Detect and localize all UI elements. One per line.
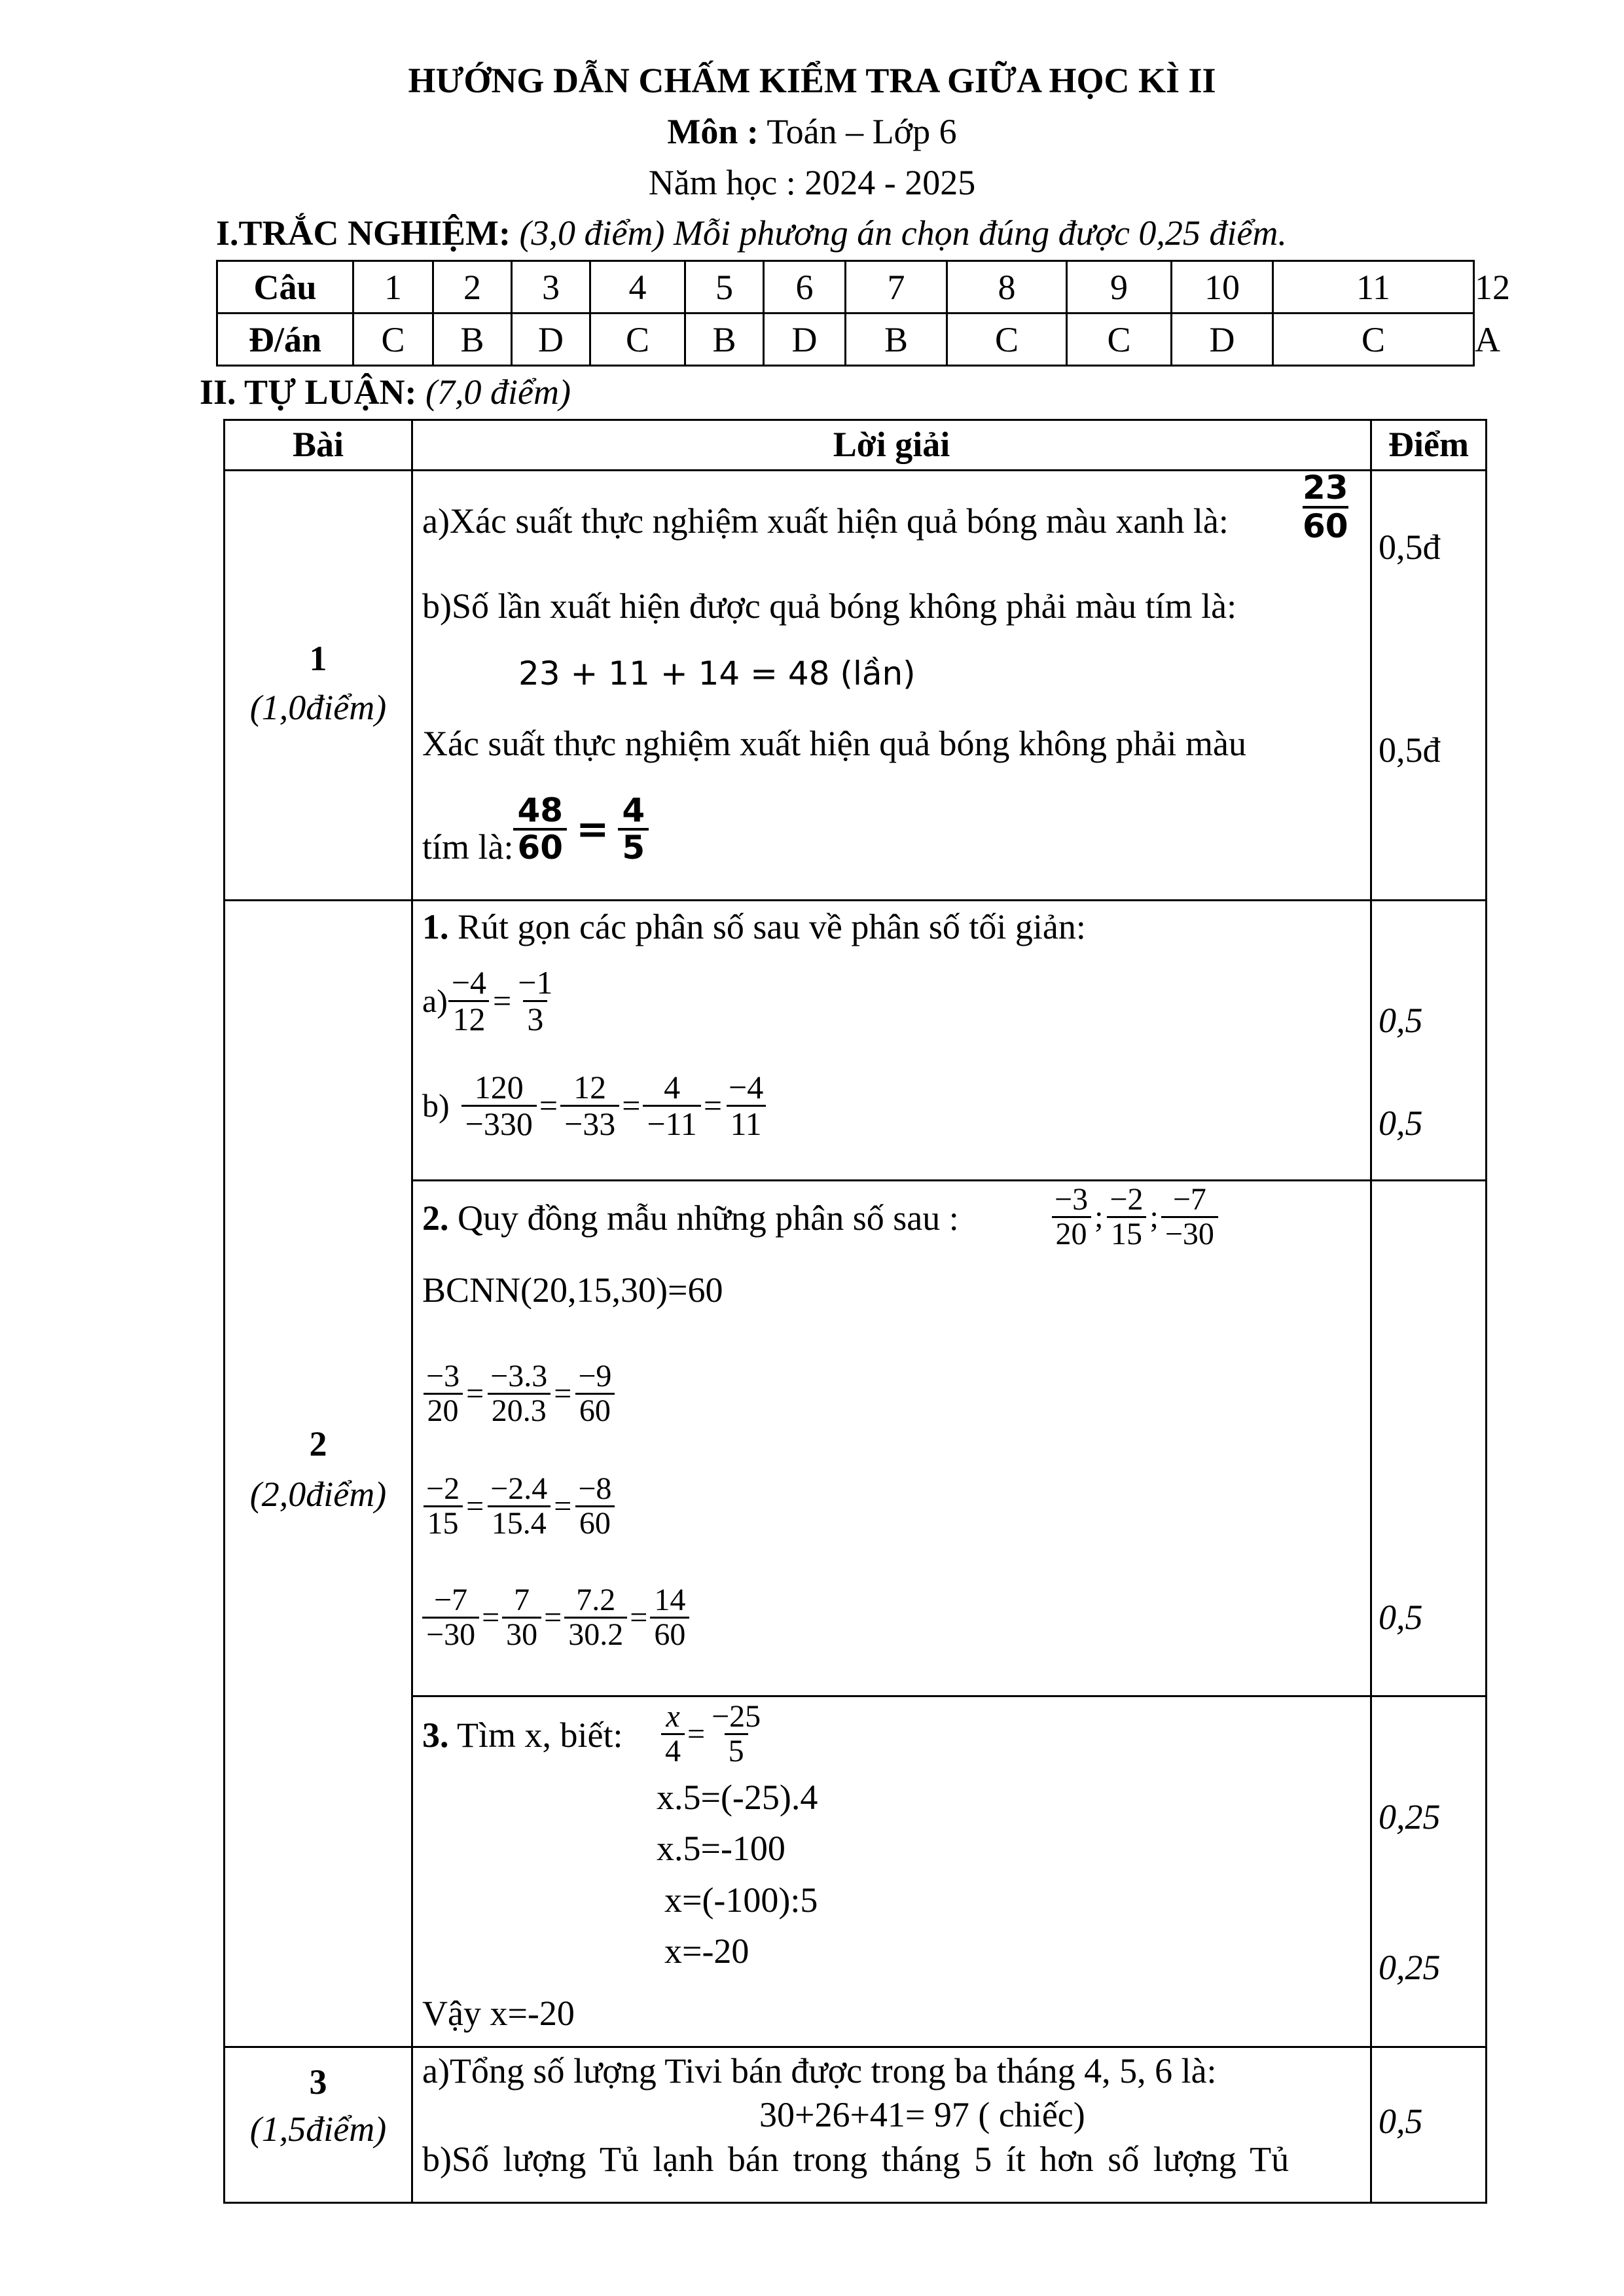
part1-note: (3,0 điểm) Mỗi phương án chọn đúng được 0,25 điểm. (519, 213, 1287, 253)
fraction-denominator: 5 (618, 828, 649, 865)
fraction-denominator: 30 (502, 1617, 541, 1651)
mc-answer: A (1475, 319, 1500, 359)
col-header-loi-giai: Lời giải (833, 425, 950, 464)
fraction (574, 1473, 615, 1541)
mc-answer: C (381, 319, 405, 359)
part1-heading: I.TRẮC NGHIỆM: (216, 213, 511, 253)
mc-answer: C (1361, 319, 1386, 359)
document-title: HƯỚNG DẪN CHẤM KIỂM TRA GIỮA HỌC KÌ II (408, 61, 1216, 100)
fraction-denominator: −30 (1161, 1216, 1218, 1251)
mc-question-number: 7 (887, 267, 905, 307)
part2-note: (7,0 điểm) (425, 372, 571, 412)
bai1-b-text2: Xác suất thực nghiệm xuất hiện quả bóng không phải màu (422, 724, 1246, 763)
bai1-b-equation: 23 + 11 + 14 = 48 (lần) (518, 655, 916, 692)
mc-question-number: 11 (1356, 267, 1390, 307)
fraction (1161, 1183, 1218, 1251)
fraction-numerator: −3.3 (490, 1359, 548, 1393)
fraction-numerator: −4 (451, 964, 487, 1001)
subject-label: Môn : (667, 112, 759, 151)
fraction-numerator: 12 (573, 1069, 607, 1105)
fraction-denominator: 11 (727, 1105, 766, 1141)
q3-step-1: x.5=(-25).4 (657, 1778, 818, 1817)
fraction-denominator: 20 (1052, 1216, 1091, 1251)
q3-conclusion: Vậy x=-20 (422, 1994, 575, 2033)
fraction-denominator: 15 (1107, 1216, 1146, 1251)
bai3-a-text: a)Tổng số lượng Tivi bán được trong ba tháng 4, 5, 6 là: (422, 2051, 1217, 2090)
bai2-score-q1a: 0,5 (1379, 1001, 1423, 1040)
q1b-fraction-chain (461, 1070, 768, 1141)
bai2-q2-row2 (422, 1473, 615, 1541)
fraction-denominator: 60 (575, 1505, 615, 1540)
fraction-denominator: 4 (661, 1733, 685, 1768)
q2-question: Quy đồng mẫu những phân số sau : (448, 1198, 959, 1238)
equals-sign: = (544, 1600, 562, 1636)
bai3-points: (1,5điểm) (249, 2109, 387, 2149)
mc-answer: D (538, 319, 564, 359)
q3-step-3: x=(-100):5 (664, 1880, 818, 1920)
part2-heading-line (200, 372, 571, 412)
bai2-points: (2,0điểm) (249, 1475, 387, 1514)
bai2-q2-row3 (422, 1584, 689, 1652)
fraction-numerator: 4 (622, 791, 645, 829)
fraction-numerator: −2 (1110, 1182, 1144, 1217)
q3-step-2: x.5=-100 (657, 1829, 785, 1868)
subject-value: Toán – Lớp 6 (767, 112, 957, 151)
fraction-numerator: x (666, 1699, 680, 1734)
mc-question-number: 12 (1475, 267, 1510, 307)
bai3-number: 3 (309, 2062, 327, 2102)
bai1-a-fraction (1303, 470, 1348, 545)
fraction-numerator: −7 (434, 1583, 468, 1617)
fraction (422, 1473, 463, 1541)
fraction-numerator: 7 (514, 1583, 530, 1617)
fraction-numerator: 23 (1303, 469, 1348, 507)
equals-sign: = (466, 1489, 484, 1524)
fraction (643, 1070, 700, 1141)
fraction (486, 1360, 551, 1428)
mc-answer: B (460, 319, 484, 359)
q1-number: 1. (422, 907, 449, 946)
col-header-diem: Điểm (1388, 425, 1469, 464)
q2-number: 2. (422, 1198, 449, 1238)
q1-question: Rút gọn các phân số sau về phân số tối giản: (448, 907, 1086, 946)
mc-question-number: 1 (384, 267, 402, 307)
fraction-denominator: 60 (575, 1393, 615, 1427)
fraction-denominator: −11 (643, 1105, 700, 1141)
fraction (574, 1360, 615, 1428)
bai1-a-text: a)Xác suất thực nghiệm xuất hiện quả bóng màu xanh là: (422, 501, 1229, 541)
bai2-q1-text (422, 906, 1086, 947)
fraction-numerator: −3 (426, 1359, 460, 1393)
equals-sign: = (482, 1600, 500, 1636)
fraction-denominator: −30 (422, 1617, 479, 1651)
bai2-q2-fraction-list (1051, 1183, 1218, 1251)
bai1-score-a: 0,5đ (1379, 528, 1441, 567)
fraction-denominator: 15 (424, 1505, 463, 1540)
equals-sign: = (703, 1087, 723, 1124)
bai2-score-q3b: 0,25 (1379, 1948, 1441, 1987)
bai1-score-b: 0,5đ (1379, 730, 1441, 770)
mc-question-number: 4 (628, 267, 647, 307)
fraction (725, 1070, 767, 1141)
mc-answer: C (994, 319, 1019, 359)
bai1-b-frac1 (513, 793, 567, 865)
mc-row-label-dap-an: Đ/án (248, 319, 322, 359)
equals-sign: = (493, 982, 512, 1019)
fraction-numerator: −25 (712, 1699, 761, 1734)
fraction-denominator: 3 (523, 1000, 547, 1037)
fraction (1051, 1183, 1092, 1251)
bai1-b-text3: tím là: (422, 827, 514, 867)
fraction-denominator: 5 (725, 1733, 748, 1768)
fraction (422, 1584, 479, 1652)
mc-answer: D (791, 319, 818, 359)
fraction-numerator: −1 (518, 964, 553, 1001)
fraction-numerator: −9 (578, 1359, 612, 1393)
bai2-q1b (422, 1070, 767, 1141)
mc-answer: B (712, 319, 736, 359)
fraction (461, 1070, 537, 1141)
bai3-score: 0,5 (1379, 2102, 1423, 2141)
mc-question-number: 6 (795, 267, 814, 307)
bai1-number: 1 (309, 639, 327, 678)
fraction (1106, 1183, 1147, 1251)
bai2-q3-text (422, 1715, 623, 1755)
fraction-denominator: −330 (461, 1105, 537, 1141)
fraction-numerator: −4 (729, 1069, 764, 1105)
fraction (560, 1070, 619, 1141)
mc-answer: C (625, 319, 650, 359)
fraction-numerator: −8 (578, 1471, 612, 1506)
equals-sign: = (576, 806, 609, 852)
equals-sign: = (630, 1600, 648, 1636)
q3-number: 3. (422, 1715, 449, 1755)
fraction-numerator: 4 (664, 1069, 681, 1105)
bai1-b-text: b)Số lần xuất hiện được quả bóng không phải màu tím là: (422, 586, 1237, 626)
bai2-q2-text (422, 1198, 959, 1238)
mc-row-label-cau: Câu (253, 267, 317, 307)
fraction (650, 1584, 689, 1652)
fraction-numerator: 48 (517, 791, 564, 829)
mc-question-number: 5 (715, 267, 733, 307)
q1b-label: b) (422, 1087, 450, 1124)
fraction-denominator: 20.3 (488, 1393, 550, 1427)
fraction-numerator: 120 (474, 1069, 524, 1105)
separator: ; (1149, 1200, 1159, 1235)
mc-question-number: 9 (1110, 267, 1128, 307)
fraction (661, 1700, 685, 1768)
equals-sign: = (554, 1489, 572, 1524)
bai2-q3-equation (661, 1700, 765, 1768)
q1a-label: a) (422, 982, 448, 1019)
equals-sign: = (687, 1717, 706, 1752)
fraction-denominator: 20 (424, 1393, 463, 1427)
bai1-points: (1,0điểm) (249, 688, 387, 727)
bai1-b-frac2 (618, 793, 649, 865)
q3-step-4: x=-20 (664, 1931, 749, 1971)
fraction-denominator: −33 (560, 1105, 619, 1141)
equals-sign: = (466, 1376, 484, 1412)
bai2-q1a (422, 965, 556, 1036)
fraction (514, 965, 556, 1036)
bai2-score-q1b: 0,5 (1379, 1103, 1423, 1143)
mc-answer: C (1107, 319, 1131, 359)
fraction-numerator: 14 (654, 1583, 686, 1617)
multiple-choice-table (0, 0, 1624, 393)
fraction-numerator: −2 (426, 1471, 460, 1506)
bai2-q2-row1 (422, 1360, 615, 1428)
fraction (448, 965, 490, 1036)
fraction (422, 1360, 463, 1428)
mc-question-number: 10 (1204, 267, 1240, 307)
fraction-denominator: 30.2 (564, 1617, 627, 1651)
fraction-denominator: 15.4 (488, 1505, 550, 1540)
mc-answer: D (1209, 319, 1235, 359)
mc-answer: B (884, 319, 909, 359)
equals-sign: = (554, 1376, 572, 1412)
q1a-fraction-chain (448, 965, 557, 1036)
bai2-number: 2 (309, 1424, 327, 1463)
fraction (486, 1473, 551, 1541)
fraction (502, 1584, 541, 1652)
q3-question: Tìm x, biết: (448, 1715, 623, 1755)
equals-sign: = (622, 1087, 641, 1124)
mc-question-number: 3 (542, 267, 560, 307)
col-header-bai: Bài (292, 425, 344, 464)
fraction (564, 1584, 627, 1652)
bai3-b-text: b)Số lượng Tủ lạnh bán trong tháng 5 ít hơn số lượng Tủ (422, 2140, 1290, 2179)
fraction-numerator: −3 (1055, 1182, 1089, 1217)
mc-question-number: 8 (998, 267, 1016, 307)
fraction-numerator: −2.4 (490, 1471, 548, 1506)
fraction-denominator: 12 (448, 1000, 489, 1037)
fraction (708, 1700, 765, 1768)
fraction-numerator: 7.2 (576, 1583, 616, 1617)
fraction-denominator: 60 (513, 828, 567, 865)
equals-sign: = (539, 1087, 558, 1124)
bai1-b-result (422, 791, 649, 867)
fraction-numerator: −7 (1172, 1182, 1206, 1217)
part2-heading: II. TỰ LUẬN: (200, 372, 417, 412)
mc-question-number: 2 (463, 267, 481, 307)
bai2-score-q3a: 0,25 (1379, 1797, 1441, 1837)
school-year: Năm học : 2024 - 2025 (648, 163, 976, 202)
bai2-q2-bcnn: BCNN(20,15,30)=60 (422, 1270, 723, 1310)
bai3-a-equation: 30+26+41= 97 ( chiếc) (759, 2095, 1085, 2134)
fraction-denominator: 60 (650, 1617, 689, 1651)
separator: ; (1094, 1200, 1104, 1235)
fraction-denominator: 60 (1303, 507, 1348, 545)
bai2-score-q2: 0,5 (1379, 1598, 1423, 1637)
